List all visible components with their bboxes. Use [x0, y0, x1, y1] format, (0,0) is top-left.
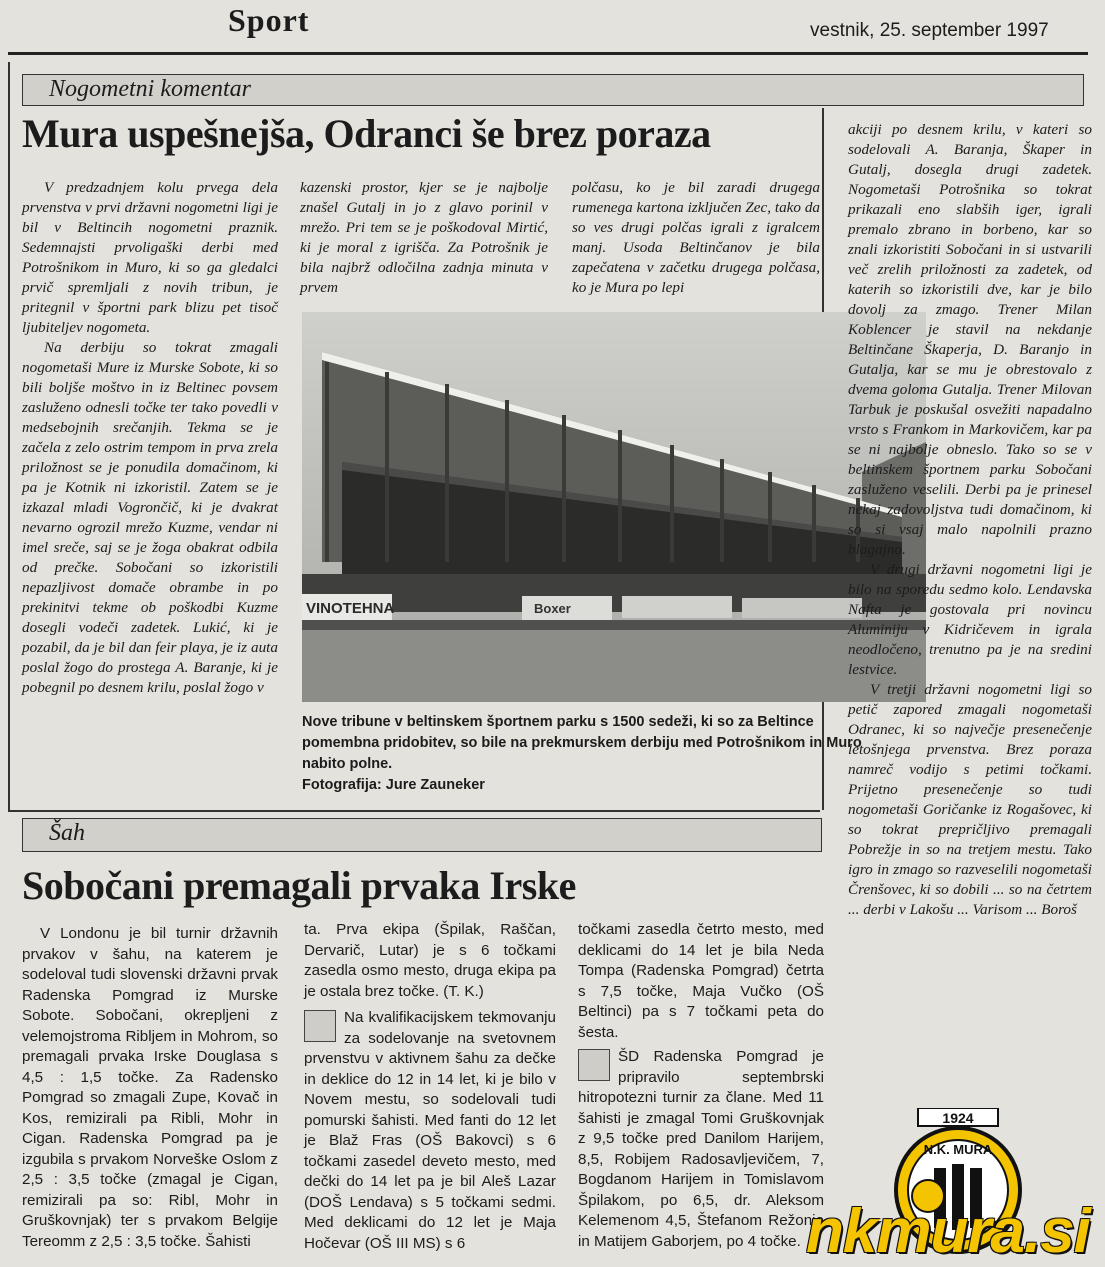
article-divider: [8, 810, 820, 812]
paragraph: kazenski prostor, kjer se je najbolje znašel Gutalj in jo z glavo porinil v mrežo. Pri tem se je poškodoval Mirtić, ki je moral z igrišča. Za Potrošnik je bila najbrž odločilna zadnja minuta v prvem: [300, 179, 548, 296]
paragraph: točkami zasedla četrto mesto, med deklicami do 14 let je bila Neda Tompa (Radenska Pomgrad) četrta s 7,5 točke, Maja Vučko (OŠ Beltinci) pa s 7 točkami peta do šesta.: [578, 921, 824, 1041]
paragraph: V tretji državni nogometni ligi so petič zapored zmagali nogometaši Odranec, ki so največje presenečenje letošnjega prvenstva. Brez poraza namreč vodijo s petimi točkami. Prijetno presenečenje so tudi nogometaši Goričanke iz Rogašovec, ki so tokrat prepričljivo premagali Pobrežje in so na tretjem mestu. Tako igro in zmago so razveselili nogometaši Črenšovec, ki so dobili ... so na četrtem ... derbi v Lakošu ... Varisom ... Boroš: [848, 681, 1092, 918]
paragraph: ŠD Radenska Pomgrad je pripravilo septembrski hitropotezni turnir za člane. Med 11 šahisti je zmagal Tomi Gruškovnjak z 9,5 točke pred Danilom Harijem, 8,5, Robijem Radosavljevičem, 7, Bogdanom Harijem in Tomislavom Špilakom, po 6,5, dr. Aleksom Kelemenom 4,5, Štefanom Režonjo in Matijem Gaborjem, po 4 točke.: [578, 1048, 824, 1250]
kicker-box: [22, 74, 1084, 106]
paragraph: polčasu, ko je bil zaradi drugega rumenega kartona izključen Zec, tako da so ves drugi polčas igrali z igralcem manj. Usoda Beltinčanov je bila zapečatena v začetku drugega polčasa, ko je Mura po lepi: [572, 179, 821, 296]
headline: Sobočani premagali prvaka Irske: [22, 863, 576, 908]
brief-marker: [578, 1049, 610, 1081]
article-column-4: [848, 120, 1092, 920]
chess-column-3: [578, 920, 824, 1252]
left-border: [8, 62, 10, 810]
article-column-2: [300, 178, 548, 298]
chess-column-2: [304, 920, 556, 1254]
photo-caption: Nove tribune v beltinskem športnem parku s 1500 sedeži, ki so za Beltince pomembna pridobitev, so bile na prekmurskem derbiju med Potrošnikom in Muro nabito polne.: [302, 714, 862, 772]
header-rule: [8, 52, 1088, 55]
stadium-photo: [302, 312, 926, 702]
paragraph: Na derbiju so tokrat zmagali nogometaši Mure iz Murske Sobote, ki so bili boljše moštvo in iz Beltinec povsem zasluženo odnesli točke ter tako povedli v medsebojnih srečanjih. Tekma se je začela z zelo ostrim tempom in prva zrela priložnost se je ponudila domačinom, ki pa je Kotnik ni izkoristil. Zatem se je izkazal mladi Vogrončič, ki je dvakrat nevarno ogrozil mrežo Kuzme, vendar ni imel sreče, saj se je žoga obakrat odbila od prečke. Sobočani so izkoristili nepazljivost domače obrambe in po prekinitvi tekme ob poškodbi Kuzme dosegli vodeči zadetek. Lukić, ki je pozabil, da je bil dan feir playa, je iz auta poslal žogo do prostega A. Baranje, ki je pobegnil po desnem krilu, poslal žogo v: [22, 339, 278, 696]
paragraph: akciji po desnem krilu, v kateri so sodelovali A. Baranja, Škaper in Gutalj, dosegla drugi zadetek. Nogometaši Potrošnika so tokrat prikazali eno slabših iger, igrali premalo zbrano in borbeno, kar so znali izkoristiti Sobočani in si ustvarili več zrelih priložnosti za zadetek, od katerih so izkoristili dve, kar je bilo dovolj za zmago. Trener Milan Koblencer je stavil na nekdanje Beltinčane Škaperja, D. Baranjo in Gutalja, kar se mu je obrestovalo z dvema goloma Gutalja. Trener Milovan Tarbuk je poskušal osvežiti napadalno vrsto s Frankom in Markovičem, kar pa se ni najbolje obneslo. Tako so se v beltinskem športnem parku Sobočani zasluženo veselili. Derbi pa je prinesel nekaj zadovoljstva tudi domačinom, ki so si vsaj malo napolnili prazno blagajno.: [848, 121, 1092, 558]
issue-date: vestnik, 25. september 1997: [810, 20, 1049, 41]
stadium-illustration: [302, 312, 926, 702]
photo-credit: Fotografija: Jure Zauneker: [302, 777, 485, 793]
logo-year: 1924: [942, 1110, 974, 1126]
paragraph: V drugi državni nogometni ligi je bilo na sporedu sedmo kolo. Lendavska Nafta je gostovala pri novincu Aluminiju v Kidričevem in igrala neodločeno, trenutno pa je na sredini lestvice.: [848, 561, 1092, 678]
chess-column-1: [22, 924, 278, 1252]
kicker-box: [22, 818, 822, 852]
site-watermark: nkmura.si: [806, 1197, 1090, 1266]
paragraph: V Londonu je bil turnir državnih prvakov v šahu, na katerem je sodeloval tudi slovenski državni prvak Radenska Pomgrad iz Murske Sobote. Sobočani, okrepljeni z velemojstroma Ribljem in Mohrom, so premagali prvaka Irske Douglasa s 4,5 : 1,5 točke. Za Radensko Pomgrad so zmagali Zupe, Kovač in Kos, remizirali pa Ribli, Mohr in Cigan. Radenska Pomgrad pa je izgubila s prvakom Norveške Oslom z 2,5 : 3,5 točke (zmagal je Cigan, remizirali pa so: Ribl, Mohr in Gruškovnjak) ter s prvakom Belgije Tereomm z 2,5 : 3,5 točke. Šahisti: [22, 925, 278, 1250]
headline: Mura uspešnejša, Odranci še brez poraza: [22, 111, 711, 156]
paragraph: V predzadnjem kolu prvega dela prvenstva v prvi državni nogometni ligi je bil v Beltincih nogometni praznik. Sedemnajsti prvoligaški derbi med Potrošnikom in Muro, ki so ga gledalci prvič spremljali z novih tribun, je pritegnil v športni park blizu pet tisoč ljubiteljev nogometa.: [22, 179, 278, 336]
ad-banner-text: VINOTEHNA: [306, 600, 395, 617]
ad-banner-text: Boxer: [534, 601, 571, 616]
article-column-3: [572, 178, 820, 298]
article-column-1: [22, 178, 278, 698]
brief-marker: [304, 1010, 336, 1042]
section-title: Sport: [228, 2, 310, 38]
kicker-label: Nogometni komentar: [49, 76, 251, 102]
logo-name: N.K. MURA: [923, 1142, 993, 1157]
paragraph: Na kvalifikacijskem tekmovanju za sodelovanje na svetovnem prvenstvu v aktivnem šahu za dečke in deklice do 12 in 14 let, ki je bilo v Novem mestu, so sodelovali tudi pomurski šahisti. Med fanti do 12 let je Blaž Fras (OŠ Bakovci) s 6 točkami zasedel deveto mesto, med dečki do 14 let pa je bil Aleš Lazar (DOŠ Lendava) s 5 točkami sedmi. Med deklicami do 12 let je Maja Hočevar (OŠ III MS) s 6: [304, 1009, 556, 1252]
paragraph: ta. Prva ekipa (Špilak, Raščan, Dervarič, Lutar) je s 6 točkami zasedla osmo mesto, druga ekipa pa je ostala brez točke. (T. K.): [304, 921, 556, 1000]
kicker-label: Šah: [49, 820, 85, 846]
